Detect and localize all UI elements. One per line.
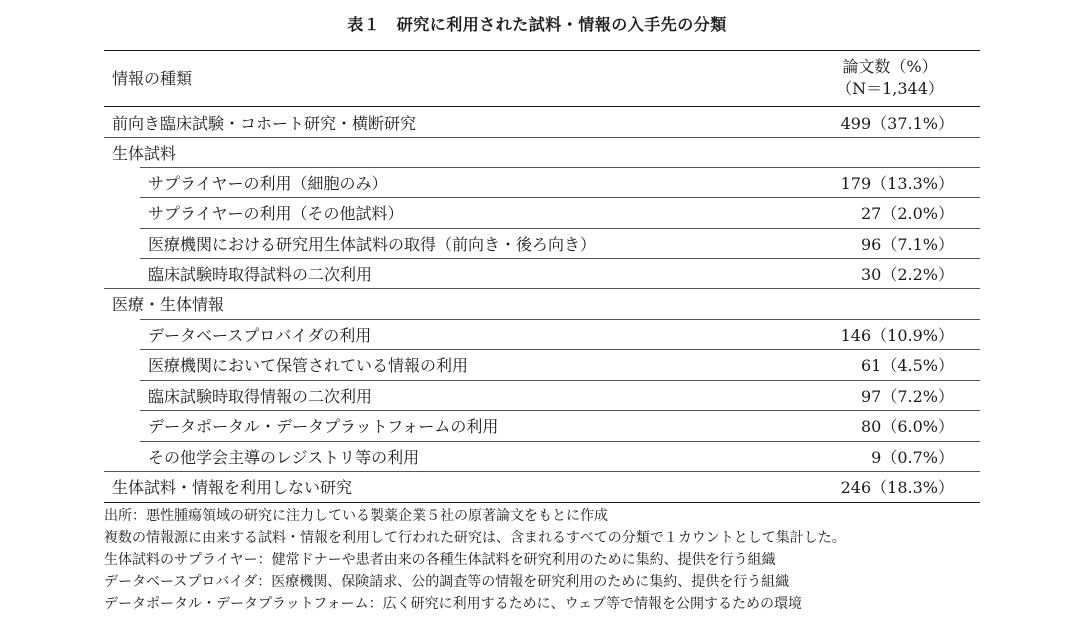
note-line: 複数の情報源に由来する試料・情報を利用して行われた研究は、含まれるすべての分類で１カウントとして集計した。: [104, 530, 846, 546]
row-value: 499（37.1%）: [840, 113, 954, 133]
table-row: [104, 441, 980, 471]
row-value: 97（7.2%）: [860, 386, 954, 406]
table-row: [104, 349, 980, 379]
table-row: [104, 228, 980, 258]
table-row: [104, 410, 980, 440]
row-label: 臨床試験時取得情報の二次利用: [148, 386, 373, 406]
table-row: [104, 197, 980, 227]
row-value: 146（10.9%）: [840, 325, 954, 345]
table-notes: [104, 505, 1064, 615]
row-label: サプライヤーの利用（細胞のみ）: [148, 173, 388, 193]
column-header-count: [800, 56, 980, 100]
table-row: [104, 258, 980, 288]
row-label: 医療機関において保管されている情報の利用: [148, 355, 469, 375]
row-value: 179（13.3%）: [840, 173, 954, 193]
row-value: 96（7.1%）: [860, 234, 954, 254]
table-row: [104, 319, 980, 349]
table-title: 表１ 研究に利用された試料・情報の入手先の分類: [347, 15, 727, 34]
row-value: 246（18.3%）: [840, 477, 954, 497]
note-line: データポータル・データプラットフォーム：広く研究に利用するために、ウェブ等で情報を公開するための環境: [104, 596, 803, 612]
table-top-rule: [104, 50, 980, 51]
row-value: 61（4.5%）: [860, 355, 954, 375]
row-value: 30（2.2%）: [860, 264, 954, 284]
row-label: データベースプロバイダの利用: [148, 325, 372, 345]
column-header-count-line1: 論文数（%）: [842, 57, 938, 76]
row-label: 臨床試験時取得試料の二次利用: [148, 264, 373, 284]
table-row: [104, 167, 980, 197]
row-group-label: 医療・生体情報: [112, 294, 225, 314]
table-row: [104, 107, 980, 137]
table-row: [104, 471, 980, 501]
row-value: 80（6.0%）: [860, 416, 954, 436]
row-value: 9（0.7%）: [871, 447, 954, 467]
row-group-label: 生体試料: [112, 143, 177, 163]
table-row: [104, 288, 980, 318]
row-label: データポータル・データプラットフォームの利用: [148, 416, 499, 436]
table-row: [104, 380, 980, 410]
table-row: [104, 137, 980, 167]
row-label: 前向き臨床試験・コホート研究・横断研究: [112, 113, 417, 133]
column-header-category: 情報の種類: [112, 69, 193, 88]
table-bottom-rule: [104, 502, 980, 503]
note-line: 生体試料のサプライヤー：健常ドナーや患者由来の各種生体試料を研究利用のために集約、提供を行う組織: [104, 552, 776, 568]
note-line: データベースプロバイダ：医療機関、保険請求、公的調査等の情報を研究利用のために集約、提供を行う組織: [104, 574, 790, 590]
row-label: その他学会主導のレジストリ等の利用: [148, 447, 420, 467]
row-label: 生体試料・情報を利用しない研究: [112, 477, 353, 497]
source-note: 出所：悪性腫瘍領域の研究に注力している製薬企業５社の原著論文をもとに作成: [104, 508, 608, 524]
row-value: 27（2.0%）: [860, 203, 954, 223]
column-header-count-line2: （N＝1,344）: [836, 79, 944, 98]
row-label: 医療機関における研究用生体試料の取得（前向き・後ろ向き）: [148, 234, 597, 254]
row-label: サプライヤーの利用（その他試料）: [148, 203, 404, 223]
